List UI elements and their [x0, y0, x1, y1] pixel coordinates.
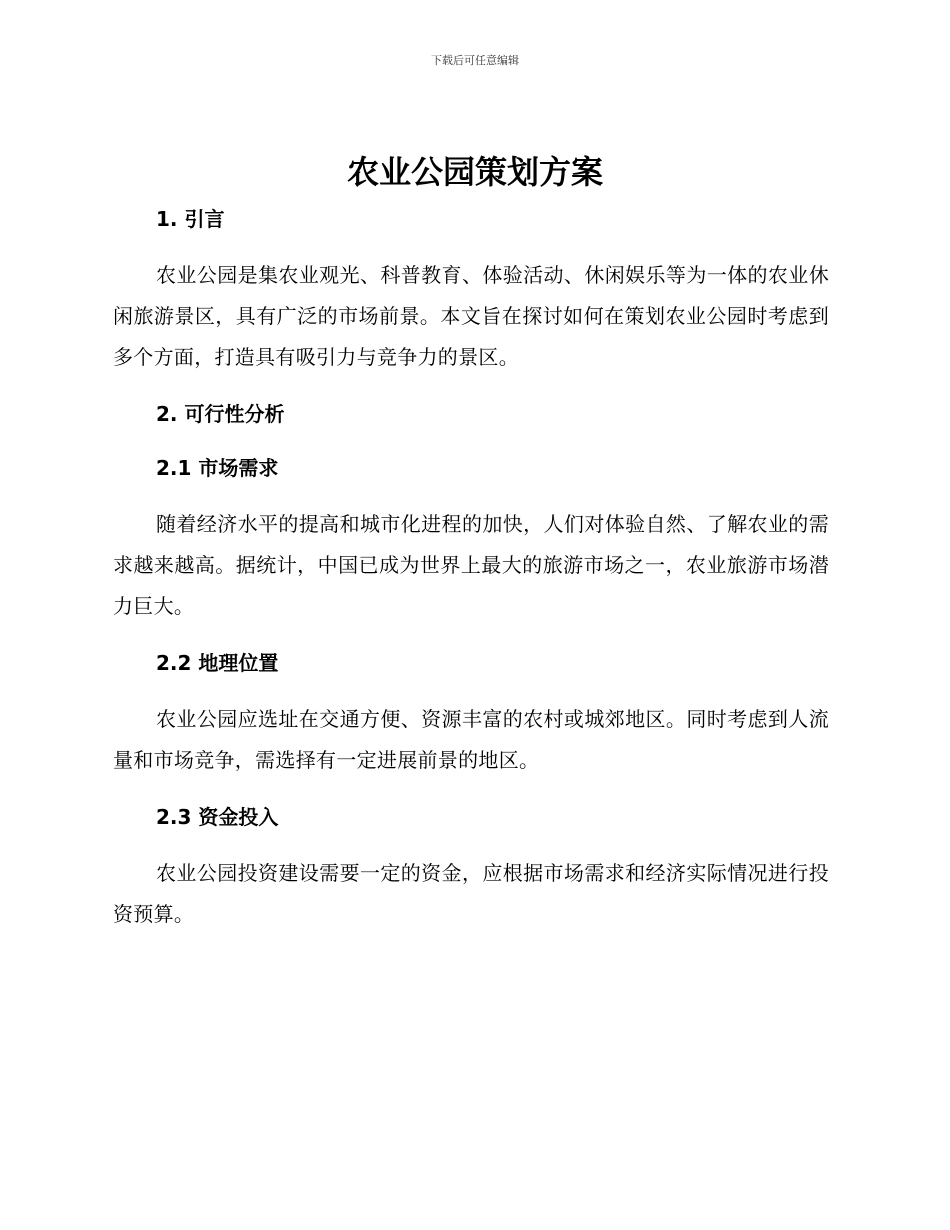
- section-heading-introduction: 1. 引言: [156, 207, 225, 231]
- section-paragraph-investment: 农业公园投资建设需要一定的资金，应根据市场需求和经济实际情况进行投资预算。: [113, 861, 829, 926]
- section-heading-feasibility: 2. 可行性分析: [156, 402, 285, 426]
- section-heading-investment: 2.3 资金投入: [156, 805, 279, 829]
- document-title: 农业公园策划方案: [346, 153, 603, 191]
- section-paragraph-location: 农业公园应选址在交通方便、资源丰富的农村或城郊地区。同时考虑到人流量和市场竞争，需选择有一定进展前景的地区。: [113, 707, 829, 772]
- section-heading-market-demand: 2.1 市场需求: [156, 456, 279, 480]
- page-header-note: 下载后可任意编辑: [431, 54, 519, 67]
- section-paragraph-market-demand: 随着经济水平的提高和城市化进程的加快，人们对体验自然、了解农业的需求越来越高。据统计，中国已成为世界上最大的旅游市场之一，农业旅游市场潜力巨大。: [113, 512, 829, 618]
- document-body: [113, 201, 829, 935]
- section-heading-location: 2.2 地理位置: [156, 651, 279, 675]
- section-paragraph-introduction: 农业公园是集农业观光、科普教育、体验活动、休闲娱乐等为一体的农业休闲旅游景区，具有广泛的市场前景。本文旨在探讨如何在策划农业公园时考虑到多个方面，打造具有吸引力与竞争力的景区。: [113, 263, 829, 369]
